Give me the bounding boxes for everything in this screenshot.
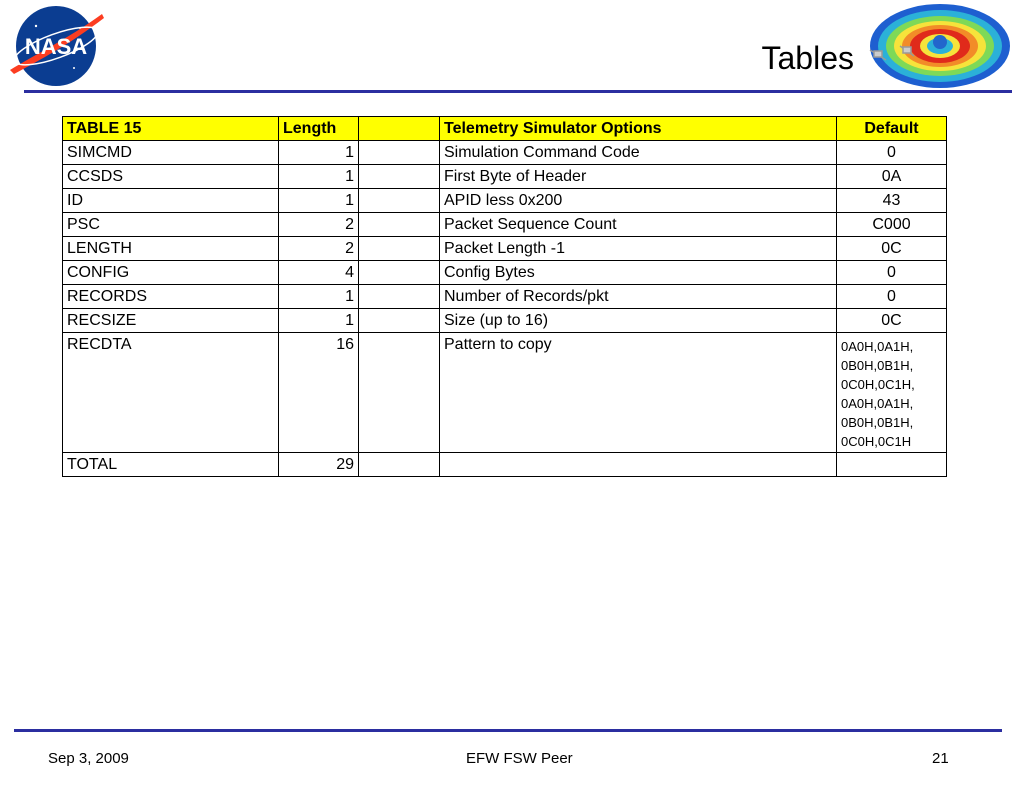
row-name: LENGTH bbox=[63, 237, 279, 261]
telemetry-table bbox=[62, 116, 947, 477]
row-length: 4 bbox=[279, 261, 359, 285]
total-length: 29 bbox=[279, 453, 359, 477]
row-name: SIMCMD bbox=[63, 141, 279, 165]
row-blank bbox=[359, 309, 440, 333]
row-blank bbox=[359, 189, 440, 213]
row-default: 0 bbox=[837, 261, 947, 285]
table-row bbox=[63, 189, 947, 213]
row-option: First Byte of Header bbox=[440, 165, 837, 189]
pattern-line: 0B0H,0B1H, bbox=[841, 358, 914, 373]
row-length: 1 bbox=[279, 165, 359, 189]
row-length: 1 bbox=[279, 189, 359, 213]
header-length: Length bbox=[279, 117, 359, 141]
table-row bbox=[63, 213, 947, 237]
row-length: 2 bbox=[279, 237, 359, 261]
pattern-line: 0C0H,0C1H bbox=[841, 434, 912, 449]
row-length: 1 bbox=[279, 285, 359, 309]
radiation-belts-image bbox=[856, 2, 1012, 90]
total-default bbox=[837, 453, 947, 477]
row-option: Config Bytes bbox=[440, 261, 837, 285]
row-name: ID bbox=[63, 189, 279, 213]
row-default: C000 bbox=[837, 213, 947, 237]
row-default: 0 bbox=[837, 141, 947, 165]
footer-title: EFW FSW Peer bbox=[466, 750, 573, 767]
row-blank bbox=[359, 285, 440, 309]
nasa-logo-text: NASA bbox=[24, 34, 88, 59]
row-length: 1 bbox=[279, 309, 359, 333]
pattern-line: 0B0H,0B1H, bbox=[841, 415, 914, 430]
header-options: Telemetry Simulator Options bbox=[440, 117, 837, 141]
row-name: PSC bbox=[63, 213, 279, 237]
row-blank bbox=[359, 333, 440, 453]
row-default: 0 bbox=[837, 285, 947, 309]
row-option: Number of Records/pkt bbox=[440, 285, 837, 309]
row-default: 0C bbox=[837, 237, 947, 261]
total-option bbox=[440, 453, 837, 477]
row-length: 2 bbox=[279, 213, 359, 237]
table-row bbox=[63, 165, 947, 189]
page-number: 21 bbox=[932, 750, 949, 767]
row-blank bbox=[359, 165, 440, 189]
row-name: CCSDS bbox=[63, 165, 279, 189]
row-default: 0A bbox=[837, 165, 947, 189]
row-length: 16 bbox=[279, 333, 359, 453]
row-blank bbox=[359, 261, 440, 285]
table-row-recdta bbox=[63, 333, 947, 453]
row-name: RECDTA bbox=[63, 333, 279, 453]
pattern-line: 0A0H,0A1H, bbox=[841, 396, 914, 411]
row-name: RECORDS bbox=[63, 285, 279, 309]
pattern-line: 0C0H,0C1H, bbox=[841, 377, 915, 392]
bottom-divider bbox=[14, 729, 1002, 732]
row-blank bbox=[359, 141, 440, 165]
row-name: RECSIZE bbox=[63, 309, 279, 333]
row-option: Pattern to copy bbox=[440, 333, 837, 453]
row-blank bbox=[359, 213, 440, 237]
table-row bbox=[63, 261, 947, 285]
nasa-logo bbox=[6, 4, 106, 88]
pattern-line: 0A0H,0A1H, bbox=[841, 339, 914, 354]
row-option: Packet Sequence Count bbox=[440, 213, 837, 237]
row-length: 1 bbox=[279, 141, 359, 165]
slide-title: Tables bbox=[761, 40, 854, 76]
top-divider bbox=[24, 90, 1012, 93]
row-default: 43 bbox=[837, 189, 947, 213]
row-option: Simulation Command Code bbox=[440, 141, 837, 165]
table-row bbox=[63, 237, 947, 261]
row-blank bbox=[359, 237, 440, 261]
total-label: TOTAL bbox=[63, 453, 279, 477]
table-header-row bbox=[63, 117, 947, 141]
table-row bbox=[63, 309, 947, 333]
table-row bbox=[63, 285, 947, 309]
row-blank bbox=[359, 453, 440, 477]
row-option: APID less 0x200 bbox=[440, 189, 837, 213]
header-blank bbox=[359, 117, 440, 141]
table-row bbox=[63, 141, 947, 165]
row-option: Size (up to 16) bbox=[440, 309, 837, 333]
footer-date: Sep 3, 2009 bbox=[48, 750, 129, 767]
header-table-id: TABLE 15 bbox=[63, 117, 279, 141]
row-default: 0C bbox=[837, 309, 947, 333]
table-row-total bbox=[63, 453, 947, 477]
row-default-pattern bbox=[837, 333, 947, 453]
row-option: Packet Length -1 bbox=[440, 237, 837, 261]
row-name: CONFIG bbox=[63, 261, 279, 285]
header-default: Default bbox=[837, 117, 947, 141]
